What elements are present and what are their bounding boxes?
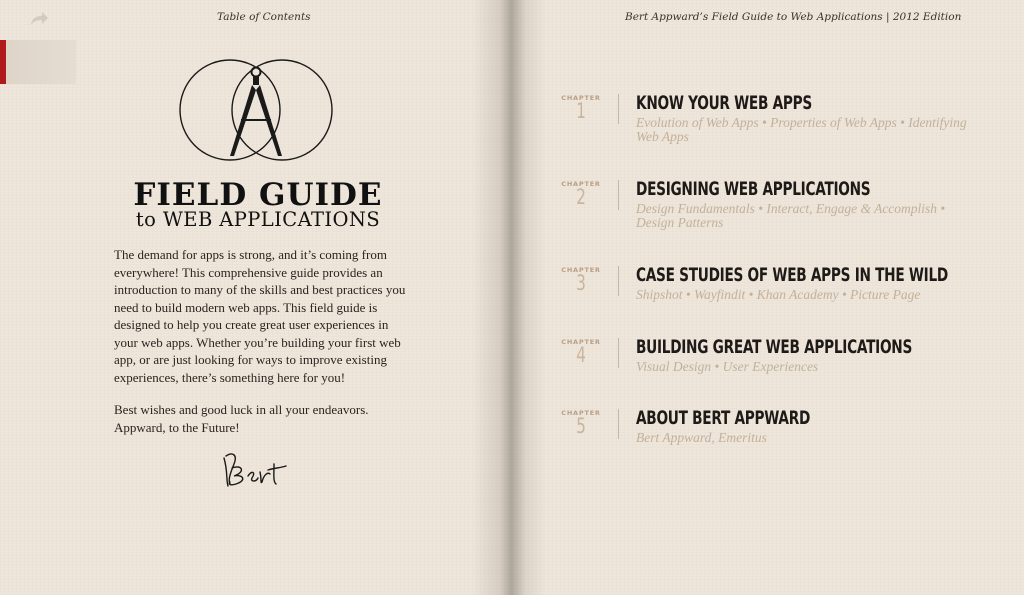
- chapter-number: 3: [576, 271, 586, 295]
- chapter-number: 5: [576, 414, 586, 438]
- chapter-title[interactable]: CASE STUDIES OF WEB APPS IN THE WILD: [636, 264, 948, 286]
- intro-paragraph: The demand for apps is strong, and it’s coming from everywhere! This comprehensive guide provides an introduction to many of the skills and best practices you need to build modern web apps. This field guide is designed to help you create great user experiences in your web apps. Whether you’re building your first web app, or are just looking for ways to improve existing experiences, there’s something here for you!: [114, 247, 406, 385]
- closing-note: [114, 401, 414, 436]
- chapter-topics: Shipshot • Wayfindit • Khan Academy • Picture Page: [636, 287, 921, 302]
- chapter-title[interactable]: KNOW YOUR WEB APPS: [636, 92, 812, 114]
- chapter-2-link[interactable]: [560, 180, 1000, 236]
- chapter-label: CHAPTER: [561, 94, 601, 102]
- chapter-label: CHAPTER: [561, 266, 601, 274]
- chapter-topics: Evolution of Web Apps • Properties of Web Apps • Identifying Web Apps: [636, 115, 967, 144]
- signature-bert: [218, 446, 294, 490]
- chapter-topics: Visual Design • User Experiences: [636, 359, 819, 374]
- chapter-label: CHAPTER: [561, 180, 601, 188]
- chapter-topics: Design Fundamentals • Interact, Engage & Accomplish • Design Patterns: [636, 201, 946, 230]
- chapter-5-link[interactable]: [560, 409, 1000, 449]
- chapter-divider: [618, 338, 619, 368]
- book-title: FIELD GUIDE: [133, 177, 383, 213]
- compass-venn-icon: [178, 58, 334, 162]
- running-head-left: Table of Contents: [217, 11, 311, 23]
- chapter-number: 4: [576, 343, 586, 367]
- chapter-divider: [618, 266, 619, 296]
- chapter-number: 2: [576, 185, 586, 209]
- chapter-divider: [618, 409, 619, 439]
- bookmark-ribbon: [0, 40, 6, 84]
- chapter-divider: [618, 94, 619, 124]
- closing-line-2: Appward, to the Future!: [114, 419, 240, 435]
- spine-shadow-left: [472, 0, 512, 595]
- chapter-divider: [618, 180, 619, 210]
- share-arrow-icon[interactable]: [28, 10, 50, 28]
- chapter-4-link[interactable]: [560, 338, 1000, 378]
- chapter-label: CHAPTER: [561, 338, 601, 346]
- chapter-3-link[interactable]: [560, 266, 1000, 306]
- chapter-topics: Bert Appward, Emeritus: [636, 430, 767, 445]
- bookmark-tab[interactable]: [0, 40, 76, 84]
- chapter-number: 1: [576, 99, 586, 123]
- spine-shadow-right: [512, 0, 546, 595]
- chapter-label: CHAPTER: [561, 409, 601, 417]
- book-subtitle: to WEB APPLICATIONS: [135, 208, 381, 231]
- chapter-1-link[interactable]: [560, 94, 1000, 150]
- closing-line-1: Best wishes and good luck in all your endeavors.: [114, 402, 369, 417]
- chapter-title[interactable]: ABOUT BERT APPWARD: [636, 407, 811, 429]
- chapter-title[interactable]: DESIGNING WEB APPLICATIONS: [636, 178, 871, 200]
- running-head-right: Bert Appward’s Field Guide to Web Applications | 2012 Edition: [625, 11, 962, 23]
- chapter-title[interactable]: BUILDING GREAT WEB APPLICATIONS: [636, 336, 913, 358]
